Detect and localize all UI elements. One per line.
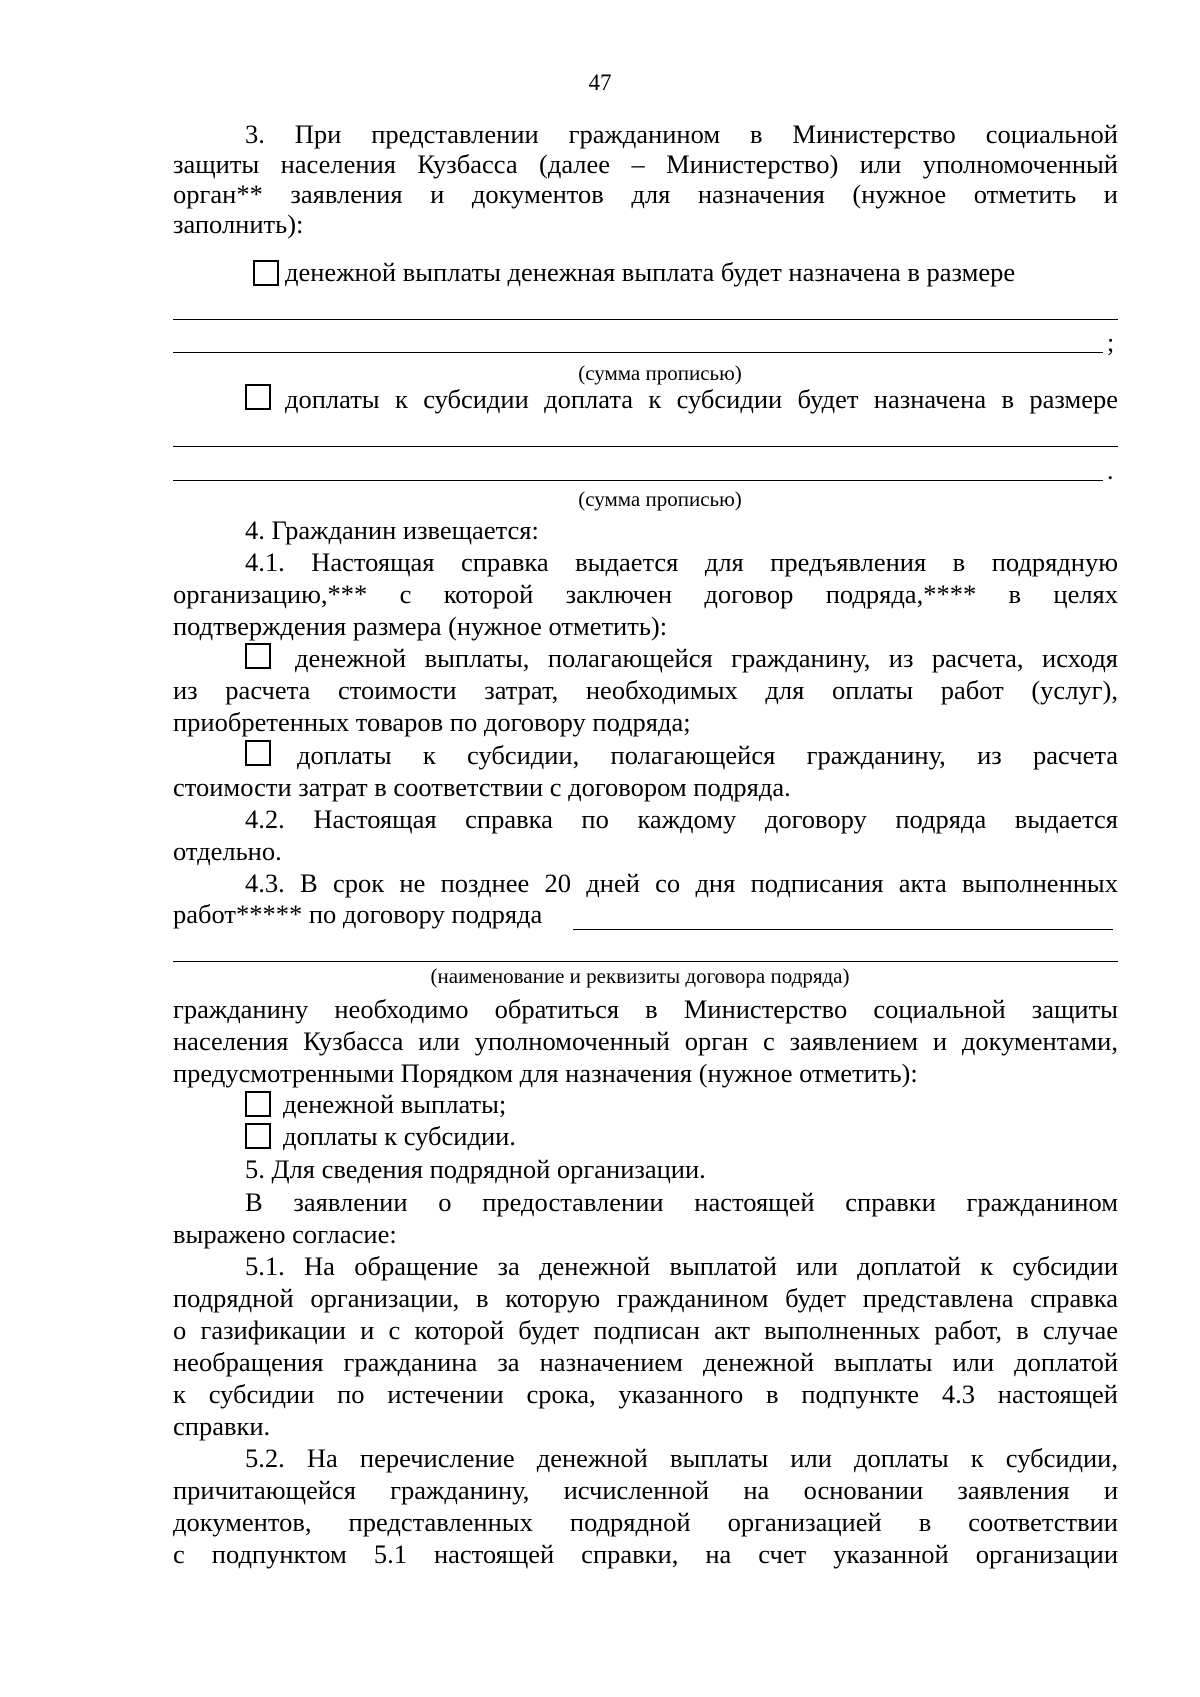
text-line: гражданину необходимо обратиться в Министерство социальной защиты — [173, 994, 1118, 1024]
checkbox[interactable] — [245, 1123, 271, 1149]
text-line: заполнить): — [173, 209, 304, 239]
blank-line — [173, 480, 1103, 481]
blank-line — [573, 929, 1113, 930]
checkbox-label: денежной выплаты денежная выплата будет назначена в размере — [285, 257, 1016, 287]
checkbox-label: доплаты к субсидии. — [283, 1121, 516, 1151]
text-line: о газификации и с которой будет подписан акт выполненных работ, в случае — [173, 1315, 1118, 1345]
text-line: организацию,*** с которой заключен договор подряда,**** в целях — [173, 579, 1118, 609]
text-line: В заявлении о предоставлении настоящей справки гражданином — [245, 1187, 1118, 1217]
text-line: приобретенных товаров по договору подряда; — [173, 707, 691, 737]
text-line: отдельно. — [173, 836, 282, 866]
text-line: справки. — [173, 1411, 271, 1441]
caption: (сумма прописью) — [578, 361, 742, 385]
checkbox-label: денежной выплаты; — [283, 1089, 507, 1119]
text-line: из расчета стоимости затрат, необходимых для оплаты работ (услуг), — [173, 675, 1118, 705]
checkbox[interactable] — [245, 740, 271, 766]
checkbox-label: доплаты к субсидии доплата к субсидии будет назначена в размере — [285, 384, 1118, 414]
text-line: 3. При представлении гражданином в Министерство социальной — [245, 119, 1118, 149]
text-line: 5.1. На обращение за денежной выплатой или доплатой к субсидии — [245, 1251, 1118, 1281]
text-line: необращения гражданина за назначением денежной выплаты или доплатой — [173, 1347, 1118, 1377]
page-number: 47 — [588, 70, 612, 95]
text-line: 4.3. В срок не позднее 20 дней со дня подписания акта выполненных — [245, 868, 1118, 898]
text-line: предусмотренными Порядком для назначения (нужное отметить): — [173, 1058, 918, 1088]
text-line: подрядной организации, в которую гражданином будет представлена справка — [173, 1283, 1118, 1313]
checkbox[interactable] — [245, 384, 271, 410]
checkbox[interactable] — [245, 1091, 271, 1117]
caption: (наименование и реквизиты договора подряда) — [430, 964, 850, 988]
text-line: причитающейся гражданину, исчисленной на основании заявления и — [173, 1475, 1118, 1505]
checkbox-label: денежной выплаты, полагающейся гражданину, из расчета, исходя — [295, 643, 1118, 673]
checkbox-label: доплаты к субсидии, полагающейся гражданину, из расчета — [297, 740, 1118, 770]
text-line: населения Кузбасса или уполномоченный орган с заявлением и документами, — [173, 1026, 1118, 1056]
text-line: к субсидии по истечении срока, указанного в подпункте 4.3 настоящей — [173, 1379, 1118, 1409]
text-line: подтверждения размера (нужное отметить): — [173, 611, 668, 641]
checkbox[interactable] — [253, 260, 279, 286]
text-line: 4.1. Настоящая справка выдается для предъявления в подрядную — [245, 547, 1118, 577]
blank-line — [173, 352, 1103, 353]
text-line: с подпунктом 5.1 настоящей справки, на счет указанной организации — [173, 1539, 1118, 1569]
text-line: стоимости затрат в соответствии с договором подряда. — [173, 772, 791, 802]
blank-line — [173, 446, 1118, 447]
text-line: 5.2. На перечисление денежной выплаты или доплаты к субсидии, — [245, 1443, 1118, 1473]
period: . — [1107, 456, 1114, 485]
text-line: 4. Гражданин извещается: — [245, 515, 539, 545]
text-line: документов, представленных подрядной организацией в соответствии — [173, 1507, 1118, 1537]
text-line: работ***** по договору подряда — [173, 899, 543, 929]
semicolon: ; — [1107, 328, 1115, 357]
blank-line — [173, 961, 1118, 962]
text-line: орган** заявления и документов для назначения (нужное отметить и — [173, 179, 1118, 209]
text-line: защиты населения Кузбасса (далее – Министерство) или уполномоченный — [173, 149, 1118, 179]
blank-line — [173, 319, 1118, 320]
checkbox[interactable] — [245, 643, 271, 669]
caption: (сумма прописью) — [578, 487, 742, 511]
text-line: выражено согласие: — [173, 1219, 397, 1249]
text-line: 4.2. Настоящая справка по каждому договору подряда выдается — [245, 804, 1118, 834]
text-line: 5. Для сведения подрядной организации. — [245, 1154, 706, 1184]
